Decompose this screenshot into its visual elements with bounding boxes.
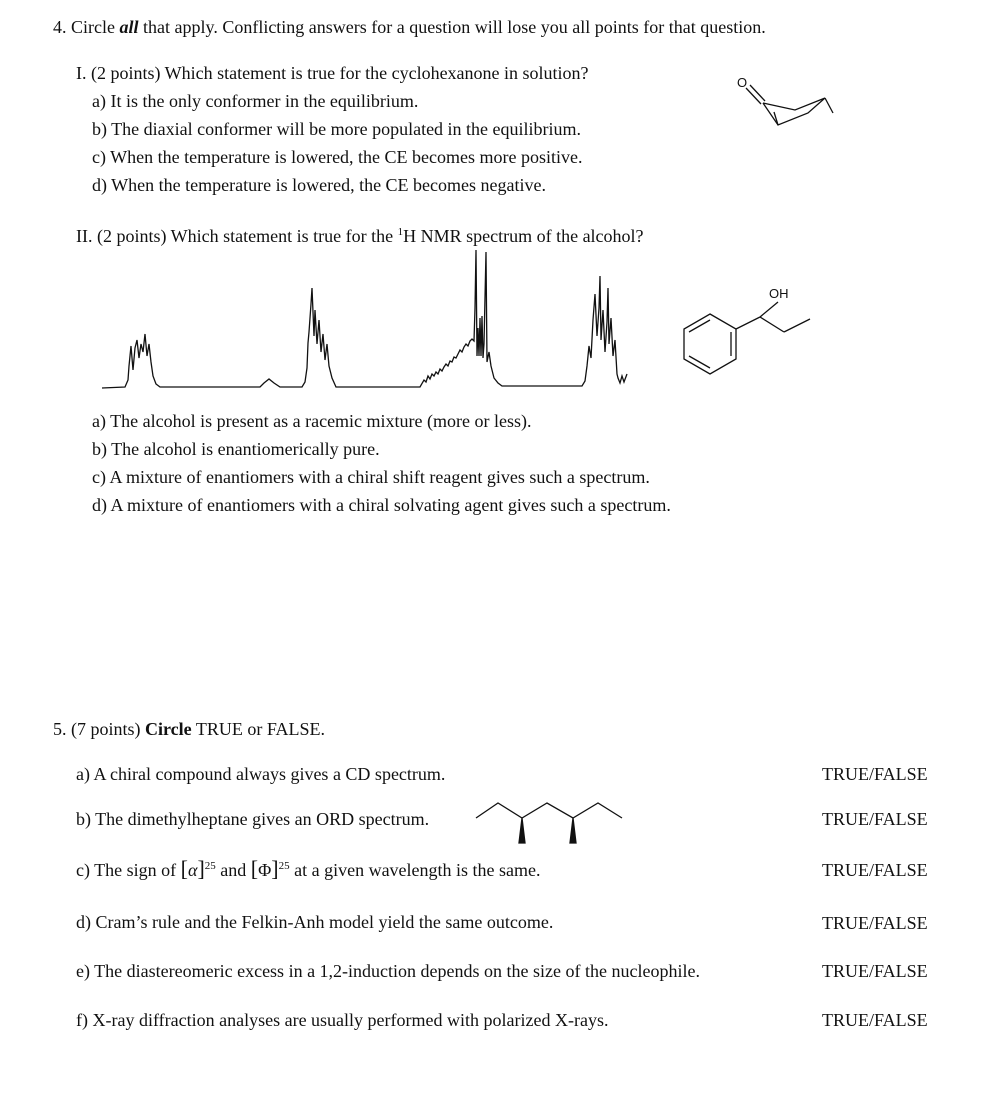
- q5-item-a: a) A chiral compound always gives a CD spectrum.: [76, 764, 446, 784]
- alcohol-structure: [680, 280, 820, 380]
- part2-option-c[interactable]: c) A mixture of enantiomers with a chiral shift reagent gives such a spectrum.: [92, 467, 650, 487]
- part1-option-b[interactable]: b) The diaxial conformer will be more populated in the equilibrium.: [92, 119, 582, 139]
- alpha-bracket-close: ]: [197, 856, 205, 881]
- intro-pre: Circle: [71, 17, 120, 37]
- part1-option-a[interactable]: a) It is the only conformer in the equilibrium.: [92, 91, 419, 111]
- cyclohexanone-structure: [730, 70, 845, 135]
- part1-option-c[interactable]: c) When the temperature is lowered, the CE becomes more positive.: [92, 147, 583, 167]
- alpha-symbol: α: [187, 860, 198, 880]
- part2-option-b[interactable]: b) The alcohol is enantiomerically pure.: [92, 439, 380, 459]
- intro-emphasis: all: [119, 17, 139, 37]
- superscript-1: 1: [397, 226, 404, 238]
- phi-symbol: Φ: [258, 860, 272, 880]
- true-false-b[interactable]: TRUE/FALSE: [822, 809, 928, 829]
- dimethylheptane-structure: [474, 798, 624, 844]
- item-c-pre: c) The sign of: [76, 860, 181, 880]
- q5-number-points: 5. (7 points): [53, 719, 145, 739]
- question-4-header: [53, 16, 766, 38]
- part2-option-d[interactable]: d) A mixture of enantiomers with a chiral solvating agent gives such a spectrum.: [92, 495, 671, 515]
- nmr-spectrum: [100, 248, 640, 393]
- q5-item-e: e) The diastereomeric excess in a 1,2-induction depends on the size of the nucleophile.: [76, 961, 700, 981]
- alpha-bracket-open: [: [180, 856, 188, 881]
- part1-option-d[interactable]: d) When the temperature is lowered, the CE becomes negative.: [92, 175, 546, 195]
- oxygen-label: O: [737, 75, 748, 90]
- part2-question-pre: II. (2 points) Which statement is true for the: [76, 226, 398, 246]
- part2-question: [76, 225, 644, 247]
- q5-item-c: [76, 858, 541, 881]
- q5-item-d: d) Cram’s rule and the Felkin-Anh model yield the same outcome.: [76, 912, 554, 932]
- true-false-a[interactable]: TRUE/FALSE: [822, 764, 928, 784]
- item-c-post: at a given wavelength is the same.: [289, 860, 541, 880]
- oh-label: OH: [769, 286, 789, 301]
- true-false-f[interactable]: TRUE/FALSE: [822, 1010, 928, 1030]
- part1-question: I. (2 points) Which statement is true for the cyclohexanone in solution?: [76, 63, 589, 83]
- alpha-superscript: 25: [204, 860, 216, 872]
- item-c-mid: and: [215, 860, 251, 880]
- phi-bracket-open: [: [250, 856, 259, 881]
- intro-post: that apply. Conflicting answers for a question will lose you all points for that question.: [138, 17, 766, 37]
- q5-emphasis: Circle: [145, 719, 192, 739]
- q5-item-b: b) The dimethylheptane gives an ORD spectrum.: [76, 809, 430, 829]
- part2-option-a[interactable]: a) The alcohol is present as a racemic mixture (more or less).: [92, 411, 532, 431]
- q5-item-f: f) X-ray diffraction analyses are usually performed with polarized X-rays.: [76, 1010, 609, 1030]
- true-false-c[interactable]: TRUE/FALSE: [822, 860, 928, 880]
- phi-superscript: 25: [278, 860, 290, 872]
- part2-question-post: H NMR spectrum of the alcohol?: [403, 226, 644, 246]
- question-number: 4.: [53, 17, 67, 37]
- phi-bracket-close: ]: [271, 856, 279, 881]
- question-5-header: [53, 718, 325, 740]
- true-false-d[interactable]: TRUE/FALSE: [822, 913, 928, 933]
- q5-rest: TRUE or FALSE.: [191, 719, 325, 739]
- true-false-e[interactable]: TRUE/FALSE: [822, 961, 928, 981]
